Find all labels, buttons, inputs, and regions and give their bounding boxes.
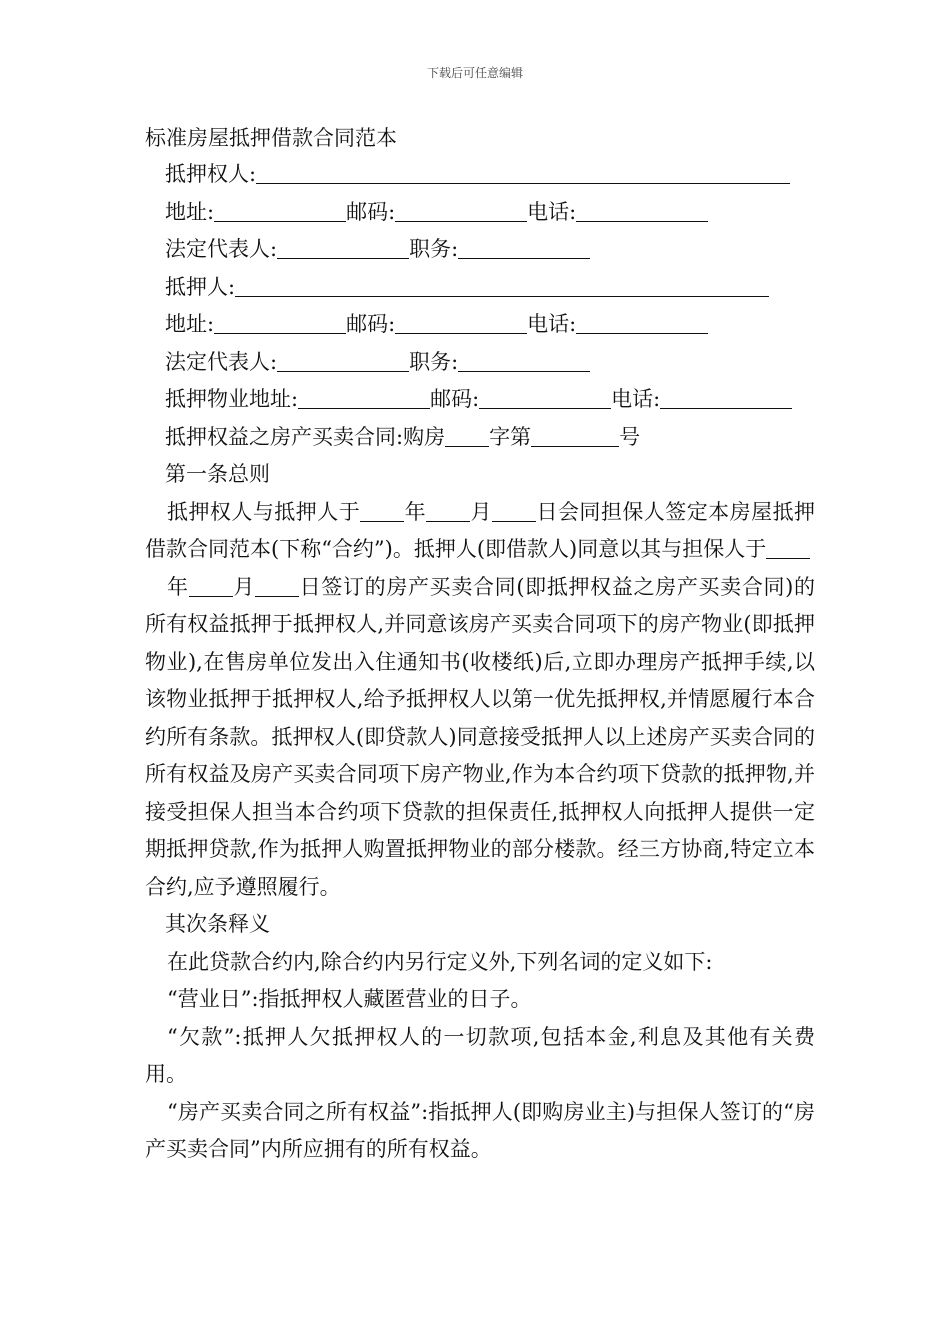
definition-business-day: “营业日”:指抵押权人藏匿营业的日子。 <box>167 987 532 1011</box>
mortgagee-blank[interactable] <box>256 163 790 184</box>
legal-rep-label: 法定代表人: <box>165 237 278 261</box>
definition-debt: “欠款”:抵押人欠抵押权人的一切款项,包括本金,利息及其他有关费用。 <box>145 1024 815 1086</box>
section1-heading: 第一条总则 <box>165 462 270 486</box>
phone-label: 电话: <box>611 387 661 411</box>
property-address-line <box>145 381 815 419</box>
day-blank[interactable] <box>255 576 299 597</box>
mortgagor-label: 抵押人: <box>165 274 236 299</box>
postcode-blank[interactable] <box>479 388 611 409</box>
phone-blank[interactable] <box>576 201 708 222</box>
mortgagor-line <box>145 269 815 307</box>
phone-blank[interactable] <box>576 313 708 334</box>
postcode-label: 邮码: <box>346 312 396 336</box>
year-blank[interactable] <box>360 501 404 522</box>
phone-blank[interactable] <box>660 388 792 409</box>
address-label: 地址: <box>165 199 215 224</box>
postcode-blank[interactable] <box>395 201 527 222</box>
month-blank[interactable] <box>426 501 470 522</box>
mortgagor-address-line <box>145 306 815 344</box>
p1-month: 月 <box>470 499 493 524</box>
header-note: 下载后可任意编辑 <box>426 66 523 80</box>
p1-text-b: 日会同担保人签定本房屋抵押借款合同范本(下称“合约”)。抵押人(即借款人)同意以其与担保人于 <box>145 499 816 561</box>
section1-paragraph-2 <box>145 569 815 907</box>
position-blank[interactable] <box>458 351 590 372</box>
address-blank[interactable] <box>214 201 346 222</box>
legal-rep-blank[interactable] <box>277 351 409 372</box>
property-address-label: 抵押物业地址: <box>165 387 299 411</box>
mortgagee-line <box>145 156 815 194</box>
date-blank[interactable] <box>766 538 810 559</box>
mortgagee-rep-line <box>145 231 815 269</box>
contract-ref-end: 号 <box>619 424 641 449</box>
mortgagee-address-line <box>145 194 815 232</box>
day-blank[interactable] <box>492 501 536 522</box>
p1-year: 年 <box>404 499 427 524</box>
contract-ref-label: 抵押权益之房产买卖合同:购房 <box>165 424 446 449</box>
postcode-blank[interactable] <box>395 313 527 334</box>
p2-year: 年 <box>167 574 189 599</box>
position-label: 职务: <box>409 237 459 261</box>
mortgagee-label: 抵押权人: <box>165 162 257 186</box>
position-blank[interactable] <box>458 238 590 259</box>
address-blank[interactable] <box>214 313 346 334</box>
postcode-label: 邮码: <box>430 387 480 411</box>
property-address-blank[interactable] <box>298 388 430 409</box>
phone-label: 电话: <box>527 312 577 336</box>
postcode-label: 邮码: <box>346 199 396 224</box>
section2-intro: 在此贷款合约内,除合约内另行定义外,下列名词的定义如下: <box>167 949 713 974</box>
month-blank[interactable] <box>189 576 233 597</box>
document-body <box>145 120 815 1169</box>
p2-month: 月 <box>232 574 256 599</box>
mortgagor-blank[interactable] <box>235 276 769 297</box>
contract-ref-mid: 字第 <box>489 424 532 449</box>
p1-text-a: 抵押权人与抵押人于 <box>167 499 361 524</box>
definition-contract-rights: “房产买卖合同之所有权益”:指抵押人(即购房业主)与担保人签订的“房产买卖合同”内所应拥有的所有权益。 <box>145 1099 815 1161</box>
section2-heading: 其次条释义 <box>165 912 270 936</box>
phone-label: 电话: <box>527 199 577 224</box>
position-label: 职务: <box>409 349 459 374</box>
contract-ref-blank-2[interactable] <box>531 426 619 447</box>
contract-ref-blank-1[interactable] <box>445 426 489 447</box>
contract-ref-line <box>145 419 815 457</box>
section1-paragraph-1 <box>145 494 815 569</box>
p2-text: 日签订的房产买卖合同(即抵押权益之房产买卖合同)的所有权益抵押于抵押权人,并同意该房产买卖合同项下的房产物业(即抵押物业),在售房单位发出入住通知书(收楼纸)后,立即办理房产抵押手续,以该物业抵押于抵押权人,给予抵押权人以第一优先抵押权,并情愿履行本合约所有条款。抵押权人(即贷款人)同意接受抵押人以上述房产买卖合同的所有权益及房产买卖合同项下房产物业,作为本合约项下贷款的抵押物,并接受担保人担当本合约项下贷款的担保责任,抵押权人向抵押人提供一定期抵押贷款,作为抵押人购置抵押物业的部分楼款。经三方协商,特定立本合约,应予遵照履行。 <box>145 574 816 899</box>
document-title: 标准房屋抵押借款合同范本 <box>145 126 397 150</box>
legal-rep-blank[interactable] <box>277 238 409 259</box>
legal-rep-label: 法定代表人: <box>165 349 278 374</box>
mortgagor-rep-line <box>145 344 815 382</box>
address-label: 地址: <box>165 312 215 336</box>
